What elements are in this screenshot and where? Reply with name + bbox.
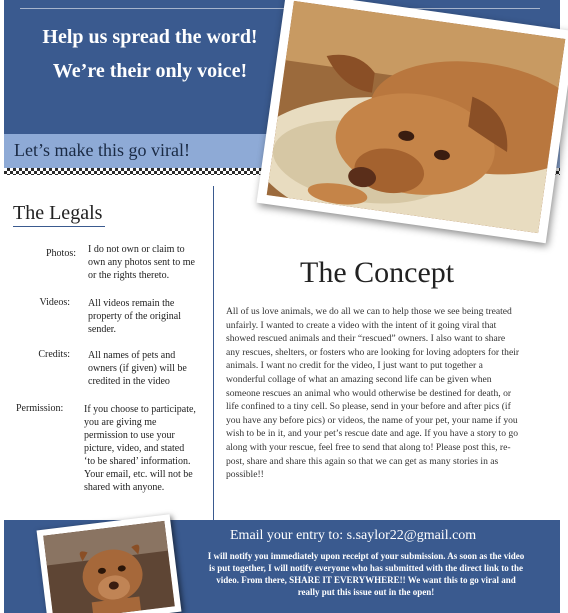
legal-text-videos: All videos remain the property of the original sender. (88, 298, 182, 335)
small-dog-photo-illustration (43, 521, 175, 613)
column-divider (213, 186, 214, 520)
legal-text-photos: I do not own or claim to own any photos sent to me or the rights thereto. (88, 244, 195, 281)
viral-banner-text: Let’s make this go viral! (14, 140, 190, 160)
dog-photo-illustration (267, 1, 566, 233)
notify-text: I will notify you immediately upon receipt of your submission. As soon as the video is put together, I will notify everyone who has submitted with the direct link to the video. From there, SHARE IT EVERYWHERE!! We want this to go viral and really put this issue out in the open! (207, 551, 525, 597)
legals-title: The Legals (13, 202, 103, 224)
legal-label-permission: Permission: (16, 403, 64, 414)
legal-label-videos: Videos: (39, 297, 70, 308)
email-entry-line: Email your entry to: s.saylor22@gmail.com (230, 528, 477, 543)
legal-text-credits: All names of pets and owners (if given) will be credited in the video (88, 350, 187, 387)
headline-line2: We’re their only voice! (52, 60, 248, 82)
header-rule (20, 8, 540, 9)
legals-title-underline (13, 226, 105, 227)
concept-title: The Concept (300, 256, 455, 289)
headline-line1: Help us spread the word! (42, 26, 258, 48)
small-dog-photo (37, 514, 182, 613)
dog-photo (257, 0, 568, 243)
legal-label-photos: Photos: (45, 248, 76, 259)
legal-label-credits: Credits: (38, 349, 70, 360)
concept-body: All of us love animals, we do all we can to help those we see being treated unfairly. I wanted to create a video with the intent of it going viral that showed rescued animals and their “rescued” owners. I also want to share any rescues, shelters, or fosters who are looking for loving adopters for their animals. I want no credit for the video, I just want to put together a wonderful collage of what an amazing second life can be given when someone rescues an animal who would otherwise be destined for death, or life confined to a tiny cell. So please, send in your before and after pics (if you have any before pics) or videos, the name of your pet, your name if you wish to be in it, and your pet’s rescue date and age. If you have a story to go along with your rescue, feel free to send that along to! Please post this, re- post, share and share this again so that we can get as many stories in as possible!! (226, 306, 520, 481)
legal-text-permission: If you choose to participate, you are giving me permission to use your picture, video, and stated ‘to be shared’ information. Your email, etc. will not be shared with anyone. (84, 404, 196, 493)
